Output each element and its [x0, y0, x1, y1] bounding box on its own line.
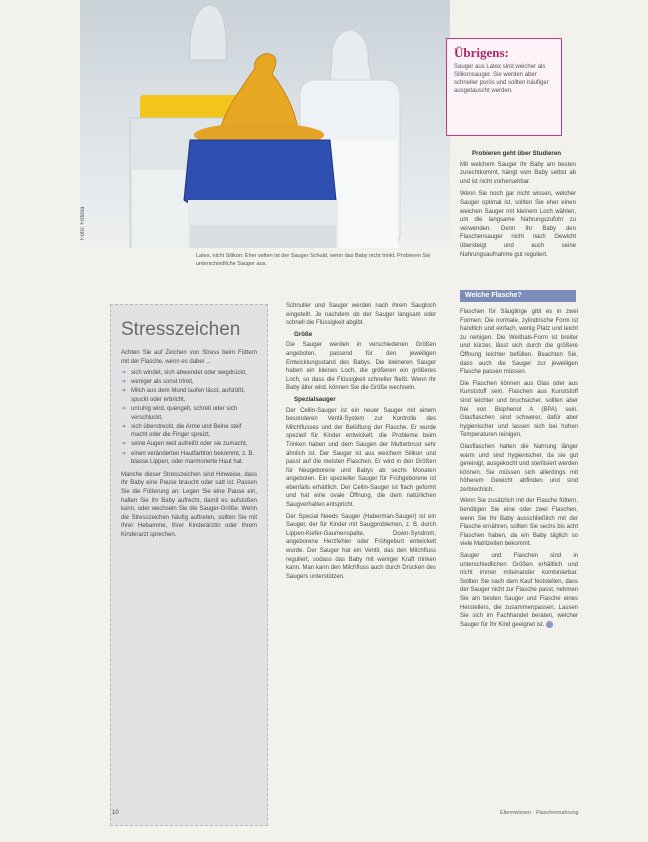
- list-item: ➜ unruhig wird, quengelt, schreit oder sich verschluckt,: [121, 405, 257, 422]
- uebrigens-box: [446, 38, 562, 136]
- right-column-top: [460, 150, 576, 263]
- list-item: ➜ weniger als sonst trinkt,: [121, 378, 257, 387]
- footer-text: Elternwissen · Flaschennahrung: [500, 810, 579, 816]
- subheading-groesse: Größe: [294, 330, 313, 338]
- paragraph: Die Sauger werden in verschiedenen Größen angeboten, passend für den jeweiligen Entwicklungsstand des Babys. Die kleineren Sauger haben ein kleines Loch, die größeren ein größeres Loch, so dass die Flüssigkeit schneller fließt. Wenn Ihr Baby älter wird, können Sie die Größe wechseln.: [286, 342, 436, 392]
- paragraph: Glasflaschen halten die Nahrung länger warm und sind hygienischer, da sie gut gereinigt, ausgekocht und sterilisiert werden können. Sie müssen sich allerdings mit höherem Gewicht abfinden und sind zerbrechlich.: [460, 443, 578, 493]
- stresszeichen-title: Stresszeichen: [121, 319, 241, 340]
- stresszeichen-box: [110, 304, 268, 826]
- right-column-bottom: [460, 308, 578, 632]
- paragraph-last: [460, 552, 578, 629]
- photo-caption: Latex, nicht Silikon: Eher selten ist der Sauger Schuld, wenn das Baby nicht trinkt. Probieren Sie unterschiedliche Sauger aus.: [196, 253, 431, 267]
- list-item: ➜ seine Augen weit aufreißt oder sie zumacht,: [121, 440, 257, 449]
- end-mark-icon: [546, 621, 553, 628]
- list-item: ➜ sich windet, sich abwendet oder wegdrückt,: [121, 369, 257, 378]
- baby-bottles-photo: [80, 0, 450, 248]
- list-item: ➜ sich überstreckt, die Arme und Beine steif macht oder die Finger spreizt,: [121, 423, 257, 440]
- section-banner-welche-flasche: Welche Flasche?: [460, 290, 576, 302]
- stress-outro: Manche dieser Stresszeichen sind Hinweise, dass Ihr Baby eine Pause braucht oder satt ist. Passen Sie die Fütterung an: Legen Sie eine Pause ein, halten Sie Ihr Baby aufrecht, damit es aufstoßen kann, oder wechseln Sie die Sauger-Größe. Wenn die Stresszeichen häufig auftreten, sollten Sie mit Ihrer Hebamme, Ihrer Kinderärztin oder Ihrem Kinderarzt sprechen.: [121, 471, 257, 538]
- subheading-spezialsauger: Spezialsauger: [294, 395, 336, 403]
- baby-bottles-illustration: [80, 0, 450, 248]
- stress-intro: Achten Sie auf Zeichen von Stress beim Füttern mit der Flasche, wenn es dabei ...: [121, 350, 257, 365]
- page-number: 10: [112, 810, 119, 816]
- paragraph: Die Flaschen können aus Glas oder aus Kunststoff sein. Flaschen aus Kunststoff sind leichter und bruchsicher, sollten aber frei von Bisphenol A (BPA) sein. Glasflaschen sind schwerer, dafür aber hygienischer und lassen sich bei hohen Temperaturen reinigen.: [460, 380, 578, 439]
- list-item: ➜ einen veränderten Hautfarbton bekommt, z. B. blasse Lippen, oder marmorierte Haut hat.: [121, 450, 257, 467]
- paragraph: Der Special Needs Sauger (Haberman-Sauger) ist ein Sauger, der für Kinder mit Saugproblemen, z. B. durch Lippen-Kiefer-Gaumenspalte, Down-Syndrom, angeborene Herzfehler oder Frühgeburt entwickelt wurde. Der Sauger hat ein Ventil, das den Milchfluss reguliert, sodass das Baby mit weniger Kraft trinken kann. Man kann den Milchfluss auch durch Drücken des Saugers unterstützen.: [286, 513, 436, 580]
- list-item: ➜ Milch aus dem Mund laufen lässt, aufstößt, spuckt oder erbricht,: [121, 387, 257, 404]
- paragraph: Schnuller und Sauger werden nach ihrem Saugloch eingeteilt. Je nachdem ob der Sauger langsam oder schnell die Flüssigkeit abgibt.: [286, 303, 436, 327]
- paragraph: Der Cellin-Sauger ist ein neuer Sauger mit einem besonderen Ventil-System zur Kontrolle des Milchflusses und der Belüftung der Flasche. Er wurde speziell für Kinder entwickelt, die Probleme beim Trinken haben und dem Saugen der Mutterbrust sehr ähnlich ist. Der Sauger ist aus weichem Silikon und passt auf die meisten Flaschen. Er wird in den Größen für Neugeborene und Babys ab sechs Monaten angeboten. Ein spezieller Sauger für Frühgeborene ist ebenfalls erhältlich. Der Cellin-Sauger ist flach geformt und hat eine ovale Öffnung, die dem natürlichen Saugverhalten entspricht.: [286, 407, 436, 509]
- paragraph: Mit welchem Sauger Ihr Baby am besten zurechtkommt, hängt vom Baby selbst ab und ist nicht vorhersehbar.: [460, 161, 576, 185]
- paragraph: Wenn Sie zusätzlich mit der Flasche füttern, benötigen Sie eine oder zwei Flaschen, wenn Sie Ihr Baby ausschließlich mit der Flasche ernähren, sollten Sie sechs bis acht Flaschen haben, da ein Baby täglich so viele Mahlzeiten bekommt.: [460, 498, 578, 548]
- stress-list: [121, 369, 257, 467]
- paragraph: Wenn Sie noch gar nicht wissen, welcher Sauger optimal ist, sollten Sie eher einen weichen Sauger mit kleinem Loch wählen, um die langsame Nahrungszufuhr zu verwenden. Denn Ihr Baby den Flaschensauger nicht nach Gewicht übersteigt und auch seine Nahrungsaufnahme gut reguliert.: [460, 191, 576, 258]
- uebrigens-title: Übrigens:: [454, 45, 509, 60]
- paragraph-text: Sauger und Flaschen sind in unterschiedlichen Größen erhältlich und nicht immer miteinander kombinierbar. Sollten Sie nach dem Kauf feststellen, dass der Sauger nicht zur Flasche passt, nehmen Sie am besten Sauger und Flasche eines Herstellers, die zusammenpassen. Lassen Sie sich im Fachhandel beraten, welcher Sauger für Ihr Kind geeignet ist.: [460, 553, 578, 628]
- middle-column: [286, 302, 436, 584]
- uebrigens-text: Sauger aus Latex sind weicher als Silikonsauger. Sie werden aber schneller porös und sollten häufiger ausgetauscht werden.: [454, 64, 549, 94]
- paragraph: Flaschen für Säuglinge gibt es in zwei Formen: Die normale, zylindrische Form ist handlich und einfach, wenig Platz und leicht zu reinigen. Die Weithals-Form ist breiter und kürzer, lässt sich durch die größere Öffnung leichter befüllen. Beachten Sie, dass auch die Sauger zur jeweiligen Flasche passen müssen.: [460, 309, 578, 376]
- photo-credit: Foto: Fotolia: [80, 206, 86, 240]
- subheading-probieren: Probieren geht über Studieren: [472, 150, 562, 157]
